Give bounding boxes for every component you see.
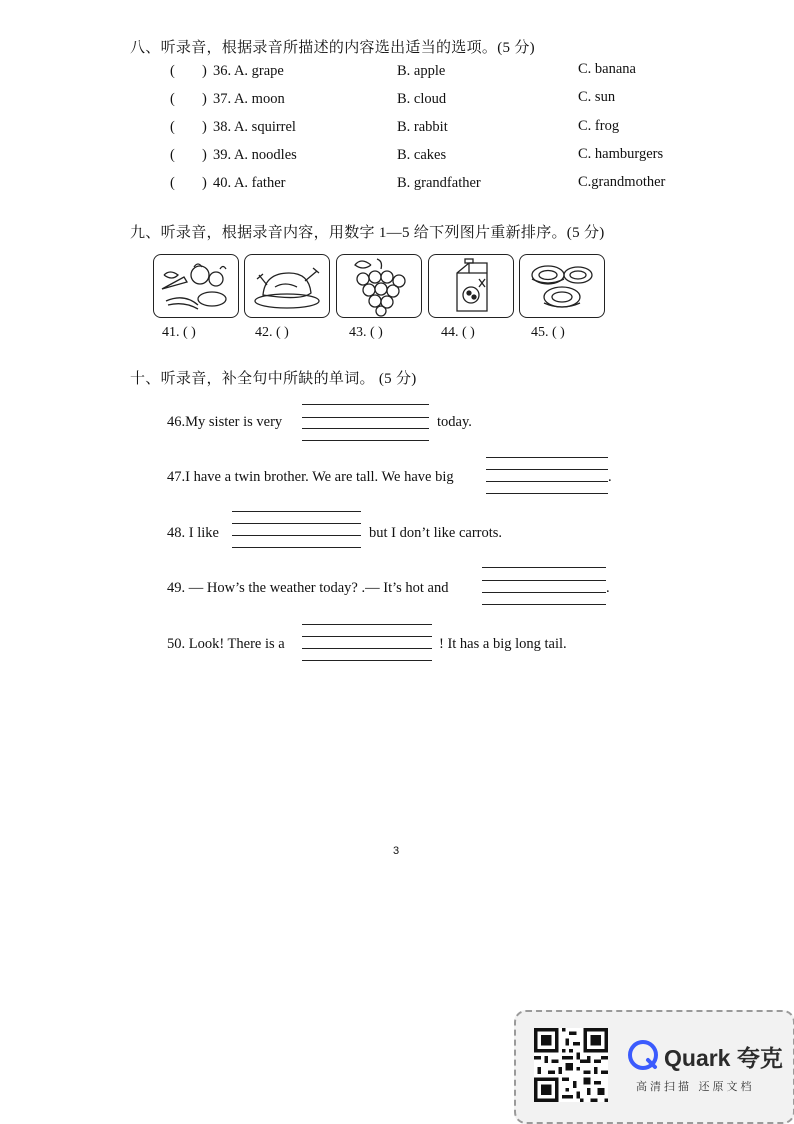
picture-sandwiches [519, 254, 605, 318]
writing-line[interactable] [302, 440, 429, 441]
picture-label: 42. ( ) [255, 325, 289, 340]
writing-line[interactable] [482, 604, 606, 605]
picture-label: 45. ( ) [531, 325, 565, 340]
option-c: C. sun [578, 89, 616, 105]
sentence-49-end: . [606, 580, 610, 596]
writing-line[interactable] [302, 660, 432, 661]
writing-line[interactable] [302, 404, 429, 405]
option-a: 40. A. father [213, 175, 286, 191]
writing-line[interactable] [482, 580, 606, 581]
answer-blank-open: ( [170, 91, 175, 107]
option-c: C.grandmother [578, 174, 666, 190]
picture-label: 44. ( ) [441, 325, 475, 340]
option-b: B. cloud [397, 91, 447, 107]
answer-blank-close: ) [202, 175, 207, 191]
writing-line[interactable] [302, 624, 432, 625]
picture-label: 43. ( ) [349, 325, 383, 340]
answer-blank-close: ) [202, 147, 207, 163]
option-c: C. banana [578, 61, 636, 77]
writing-line[interactable] [486, 457, 608, 458]
writing-line[interactable] [232, 523, 361, 524]
question-row [0, 63, 794, 87]
writing-line[interactable] [302, 648, 432, 649]
section-10-heading: 十、听录音，补全句中所缺的单词。 (5 分) [130, 371, 417, 387]
sentence-47-end: . [608, 469, 612, 485]
sandwich-icon [520, 255, 604, 317]
answer-blank-open: ( [170, 63, 175, 79]
vegetables-icon [154, 255, 238, 317]
question-row [0, 147, 794, 171]
scan-watermark [514, 1010, 794, 1124]
qr-code-icon[interactable] [534, 1028, 608, 1102]
sentence-49-start: 49. — How’s the weather today? .— It’s hot and [167, 580, 449, 596]
sentence-46-end: today. [437, 414, 472, 430]
option-c: C. frog [578, 118, 620, 134]
writing-line[interactable] [232, 535, 361, 536]
writing-line[interactable] [482, 592, 606, 593]
option-a: 38. A. squirrel [213, 119, 296, 135]
sentence-47-start: 47.I have a twin brother. We are tall. We have big [167, 469, 454, 485]
answer-blank-open: ( [170, 119, 175, 135]
picture-label: 41. ( ) [162, 325, 196, 340]
section-9-heading: 九、听录音，根据录音内容，用数字 1—5 给下列图片重新排序。(5 分) [130, 225, 605, 241]
option-c: C. hamburgers [578, 146, 664, 162]
question-row [0, 119, 794, 143]
writing-line[interactable] [302, 428, 429, 429]
brand-name: Quark 夸克 [664, 1045, 783, 1071]
option-a: 39. A. noodles [213, 147, 297, 163]
picture-vegetables [153, 254, 239, 318]
sentence-48-end: but I don’t like carrots. [369, 525, 503, 541]
sentence-46-start: 46.My sister is very [167, 414, 283, 430]
writing-line[interactable] [302, 417, 429, 418]
sentence-48-start: 48. I like [167, 525, 219, 541]
answer-blank-close: ) [202, 63, 207, 79]
option-a: 37. A. moon [213, 91, 285, 107]
writing-line[interactable] [486, 481, 608, 482]
option-b: B. cakes [397, 147, 447, 163]
section-8-heading: 八、听录音，根据录音所描述的内容选出适当的选项。(5 分) [130, 40, 535, 56]
quark-logo-icon [628, 1040, 658, 1070]
writing-line[interactable] [486, 469, 608, 470]
picture-grapes [336, 254, 422, 318]
answer-blank-open: ( [170, 175, 175, 191]
page-number: 3 [393, 845, 400, 857]
sentence-50-end: ! It has a big long tail. [439, 636, 567, 652]
question-row [0, 175, 794, 199]
question-row [0, 91, 794, 115]
grapes-icon [337, 255, 421, 317]
writing-line[interactable] [486, 493, 608, 494]
option-a: 36. A. grape [213, 63, 284, 79]
answer-blank-close: ) [202, 119, 207, 135]
option-b: B. grandfather [397, 175, 481, 191]
roast-chicken-icon [245, 255, 329, 317]
picture-roast-chicken [244, 254, 330, 318]
option-b: B. apple [397, 63, 446, 79]
writing-line[interactable] [232, 511, 361, 512]
picture-juice-carton [428, 254, 514, 318]
brand-tagline: 高清扫描 还原文档 [636, 1080, 755, 1093]
option-b: B. rabbit [397, 119, 448, 135]
writing-line[interactable] [302, 636, 432, 637]
juice-carton-icon [429, 255, 513, 317]
answer-blank-close: ) [202, 91, 207, 107]
writing-line[interactable] [482, 567, 606, 568]
sentence-50-start: 50. Look! There is a [167, 636, 285, 652]
writing-line[interactable] [232, 547, 361, 548]
answer-blank-open: ( [170, 147, 175, 163]
